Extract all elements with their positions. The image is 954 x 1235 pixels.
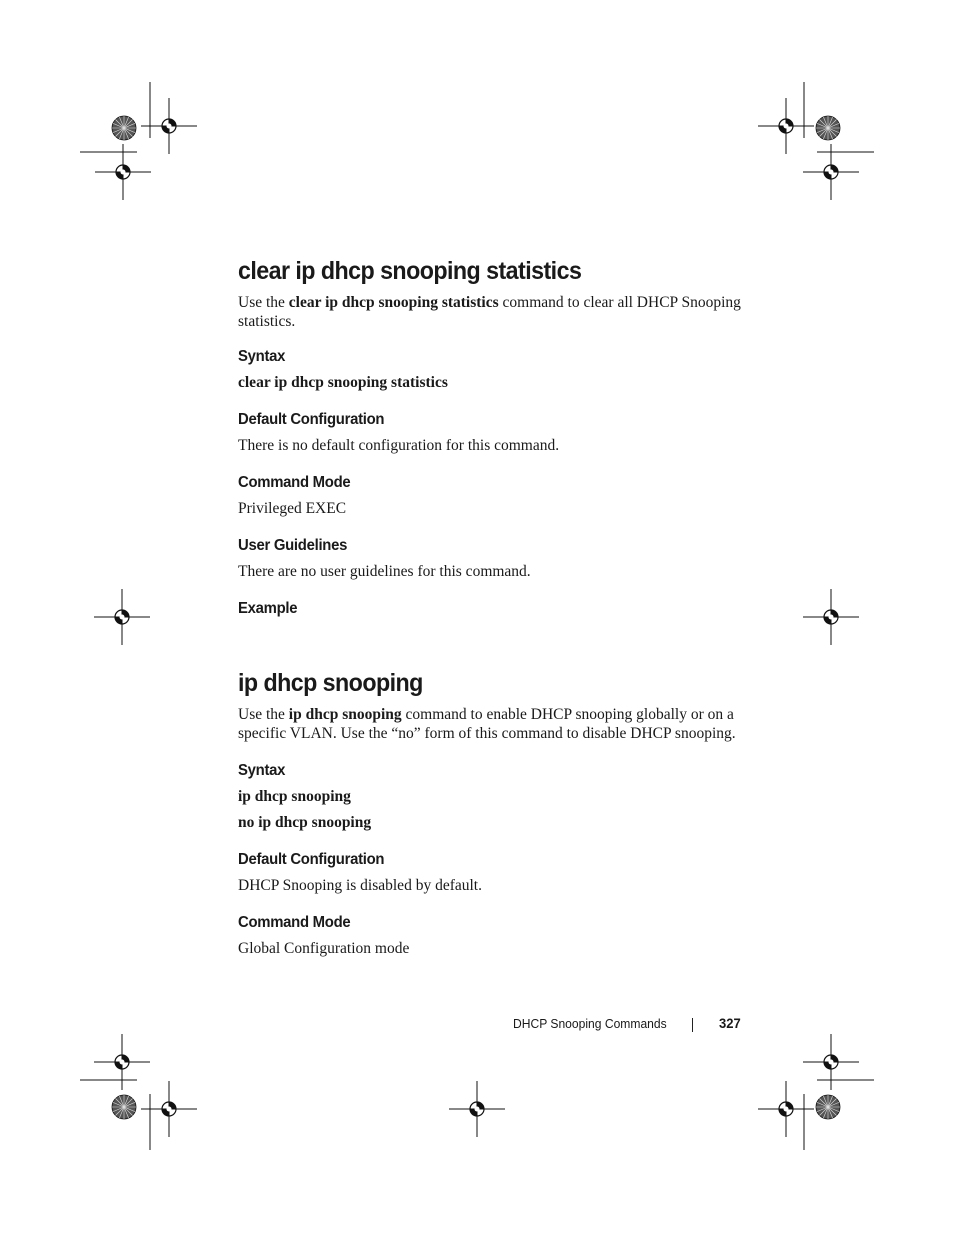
registration-mark <box>449 1081 505 1137</box>
color-swatch-mark <box>816 116 840 140</box>
page-footer <box>513 1014 743 1034</box>
registration-mark <box>141 1081 197 1137</box>
registration-mark <box>758 98 814 154</box>
registration-mark <box>803 1034 859 1090</box>
color-swatch-mark <box>816 1095 840 1119</box>
intro-before: Use the <box>238 294 289 311</box>
syntax-heading: Syntax <box>238 762 286 779</box>
section-intro <box>238 293 748 331</box>
intro-before: Use the <box>238 706 289 723</box>
registration-mark <box>141 98 197 154</box>
footer-chapter-title: DHCP Snooping Commands <box>513 1016 667 1031</box>
intro-after: command to enable DHCP snooping globally or on a specific VLAN. Use the “no” form of this command to disable DHCP snooping. <box>238 706 736 742</box>
command-mode-text: Privileged EXEC <box>238 500 347 517</box>
default-config-text: DHCP Snooping is disabled by default. <box>238 877 482 894</box>
color-swatch-mark <box>112 1095 136 1119</box>
color-swatch-mark <box>112 116 136 140</box>
command-mode-heading: Command Mode <box>238 914 351 931</box>
section-title: clear ip dhcp snooping statistics <box>238 257 582 285</box>
user-guidelines-text: There are no user guidelines for this command. <box>238 563 531 580</box>
command-mode-heading: Command Mode <box>238 474 351 491</box>
syntax-line: ip dhcp snooping <box>238 788 351 805</box>
section-intro <box>238 705 738 743</box>
registration-mark <box>94 1034 150 1090</box>
default-config-heading: Default Configuration <box>238 411 385 428</box>
command-mode-text: Global Configuration mode <box>238 940 410 957</box>
default-config-heading: Default Configuration <box>238 851 385 868</box>
syntax-line: clear ip dhcp snooping statistics <box>238 374 448 391</box>
syntax-heading: Syntax <box>238 348 286 365</box>
example-heading: Example <box>238 600 298 617</box>
default-config-text: There is no default configuration for this command. <box>238 437 560 454</box>
user-guidelines-heading: User Guidelines <box>238 537 348 554</box>
registration-mark <box>803 589 859 645</box>
intro-command: ip dhcp snooping <box>288 706 402 723</box>
page-number: 327 <box>719 1015 741 1031</box>
registration-mark <box>94 589 150 645</box>
intro-command: clear ip dhcp snooping statistics <box>288 294 499 311</box>
section-title: ip dhcp snooping <box>238 669 423 697</box>
intro-after: command to clear all DHCP Snooping statistics. <box>238 294 741 330</box>
page-content <box>238 252 748 958</box>
footer-divider <box>692 1018 693 1032</box>
syntax-line: no ip dhcp snooping <box>238 814 372 831</box>
registration-mark <box>758 1081 814 1137</box>
